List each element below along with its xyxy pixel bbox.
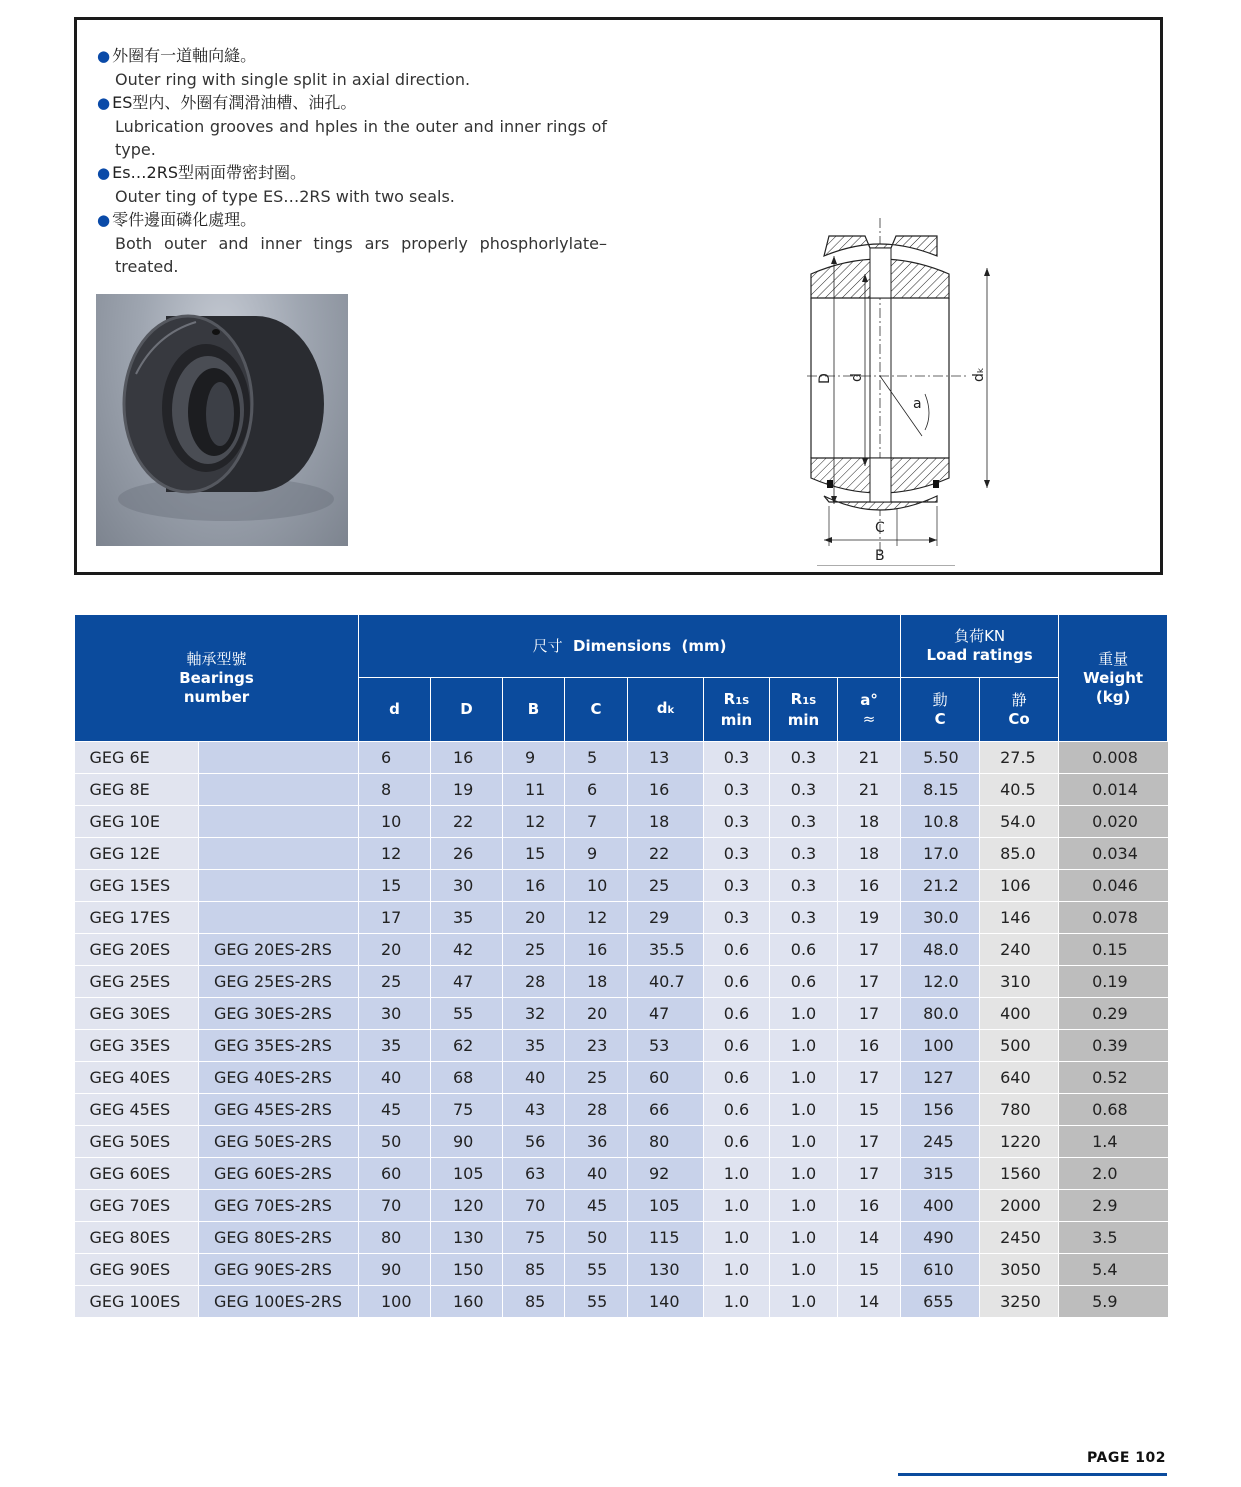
cell-dk: 22	[628, 838, 704, 870]
cell-B: 28	[503, 966, 565, 998]
cell-model: GEG 6E	[75, 742, 199, 774]
cell-dyn: 10.8	[901, 806, 980, 838]
note-zh: ● 零件邊面磷化處理。	[97, 210, 257, 229]
cell-a: 17	[838, 1126, 901, 1158]
cell-dyn: 100	[901, 1030, 980, 1062]
cell-C: 6	[565, 774, 628, 806]
cell-d: 10	[359, 806, 431, 838]
cell-model: GEG 8E	[75, 774, 199, 806]
cell-model2: GEG 30ES-2RS	[199, 998, 359, 1030]
cell-r2: 1.0	[770, 1158, 838, 1190]
cell-a: 15	[838, 1094, 901, 1126]
cell-model: GEG 45ES	[75, 1094, 199, 1126]
cell-r1: 0.6	[704, 1126, 770, 1158]
footer-divider	[898, 1473, 1167, 1476]
cell-B: 15	[503, 838, 565, 870]
cell-D: 42	[431, 934, 503, 966]
cell-d: 80	[359, 1222, 431, 1254]
cell-sta: 400	[980, 998, 1059, 1030]
cell-C: 50	[565, 1222, 628, 1254]
header-col-C: C	[565, 678, 628, 742]
cell-a: 17	[838, 1158, 901, 1190]
cell-dk: 60	[628, 1062, 704, 1094]
cell-r1: 0.6	[704, 998, 770, 1030]
cell-B: 25	[503, 934, 565, 966]
table-row	[75, 1094, 1168, 1126]
cell-D: 35	[431, 902, 503, 934]
cell-model2	[199, 838, 359, 870]
cell-B: 32	[503, 998, 565, 1030]
cell-model: GEG 15ES	[75, 870, 199, 902]
table-row	[75, 1254, 1168, 1286]
cell-C: 40	[565, 1158, 628, 1190]
cell-dyn: 17.0	[901, 838, 980, 870]
diagram-label-a: a	[913, 396, 922, 412]
product-info-panel	[74, 17, 1163, 575]
cell-D: 150	[431, 1254, 503, 1286]
cell-model2: GEG 40ES-2RS	[199, 1062, 359, 1094]
cell-D: 120	[431, 1190, 503, 1222]
cell-dk: 115	[628, 1222, 704, 1254]
cell-a: 14	[838, 1222, 901, 1254]
table-row	[75, 742, 1168, 774]
cell-model2	[199, 806, 359, 838]
cell-r2: 1.0	[770, 1254, 838, 1286]
cell-r2: 1.0	[770, 1222, 838, 1254]
cell-a: 16	[838, 870, 901, 902]
bullet-icon: ●	[97, 164, 111, 182]
cell-B: 56	[503, 1126, 565, 1158]
cell-model2: GEG 80ES-2RS	[199, 1222, 359, 1254]
cell-C: 36	[565, 1126, 628, 1158]
diagram-label-C: C	[875, 520, 885, 536]
cell-C: 23	[565, 1030, 628, 1062]
cell-r2: 1.0	[770, 1286, 838, 1318]
table-row	[75, 966, 1168, 998]
table-row	[75, 902, 1168, 934]
cell-sta: 85.0	[980, 838, 1059, 870]
table-row	[75, 1222, 1168, 1254]
cell-B: 85	[503, 1286, 565, 1318]
table-row	[75, 774, 1168, 806]
cell-dk: 80	[628, 1126, 704, 1158]
cell-B: 16	[503, 870, 565, 902]
cell-a: 18	[838, 838, 901, 870]
header-col-D: D	[431, 678, 503, 742]
cell-B: 9	[503, 742, 565, 774]
bearing-cross-section-diagram	[737, 216, 997, 566]
cell-dk: 40.7	[628, 966, 704, 998]
cell-a: 21	[838, 742, 901, 774]
cell-sta: 2000	[980, 1190, 1059, 1222]
cell-a: 16	[838, 1030, 901, 1062]
cell-dyn: 156	[901, 1094, 980, 1126]
cell-dyn: 610	[901, 1254, 980, 1286]
cell-D: 55	[431, 998, 503, 1030]
cell-dyn: 48.0	[901, 934, 980, 966]
cell-dk: 130	[628, 1254, 704, 1286]
cell-r1: 1.0	[704, 1190, 770, 1222]
cell-sta: 146	[980, 902, 1059, 934]
cell-sta: 40.5	[980, 774, 1059, 806]
cell-d: 40	[359, 1062, 431, 1094]
cell-d: 15	[359, 870, 431, 902]
cell-dyn: 655	[901, 1286, 980, 1318]
cell-dyn: 8.15	[901, 774, 980, 806]
cell-sta: 3250	[980, 1286, 1059, 1318]
cell-C: 12	[565, 902, 628, 934]
cell-B: 35	[503, 1030, 565, 1062]
cell-w: 1.4	[1059, 1126, 1168, 1158]
cell-dk: 105	[628, 1190, 704, 1222]
cell-sta: 780	[980, 1094, 1059, 1126]
cell-model: GEG 35ES	[75, 1030, 199, 1062]
cell-w: 2.0	[1059, 1158, 1168, 1190]
cell-model2: GEG 90ES-2RS	[199, 1254, 359, 1286]
cell-r2: 0.6	[770, 934, 838, 966]
cell-sta: 3050	[980, 1254, 1059, 1286]
cell-r1: 0.3	[704, 742, 770, 774]
cell-dk: 13	[628, 742, 704, 774]
feature-notes	[97, 44, 607, 278]
bullet-icon: ●	[97, 211, 111, 229]
header-col-a: a° ≈	[838, 678, 901, 742]
cell-D: 90	[431, 1126, 503, 1158]
cell-C: 28	[565, 1094, 628, 1126]
cell-model2: GEG 35ES-2RS	[199, 1030, 359, 1062]
cell-a: 17	[838, 966, 901, 998]
cell-d: 8	[359, 774, 431, 806]
note-en: Both outer and inner tings ars properly phosphorlylate–treated.	[115, 234, 607, 276]
cell-B: 63	[503, 1158, 565, 1190]
cell-dk: 16	[628, 774, 704, 806]
cell-model: GEG 12E	[75, 838, 199, 870]
cell-model2	[199, 742, 359, 774]
cell-a: 17	[838, 934, 901, 966]
cell-w: 5.9	[1059, 1286, 1168, 1318]
cell-a: 17	[838, 1062, 901, 1094]
cell-r1: 1.0	[704, 1158, 770, 1190]
cell-w: 0.15	[1059, 934, 1168, 966]
cell-model: GEG 17ES	[75, 902, 199, 934]
cell-dyn: 400	[901, 1190, 980, 1222]
cell-C: 5	[565, 742, 628, 774]
cell-D: 160	[431, 1286, 503, 1318]
table-row	[75, 838, 1168, 870]
header-weight: 重量 Weight (kg)	[1059, 615, 1168, 742]
header-col-B: B	[503, 678, 565, 742]
cell-model: GEG 25ES	[75, 966, 199, 998]
cell-d: 30	[359, 998, 431, 1030]
cell-model2: GEG 70ES-2RS	[199, 1190, 359, 1222]
cell-w: 0.014	[1059, 774, 1168, 806]
cell-a: 15	[838, 1254, 901, 1286]
cell-r2: 1.0	[770, 1030, 838, 1062]
cell-r2: 0.6	[770, 966, 838, 998]
diagram-label-B: B	[875, 548, 885, 564]
cell-C: 10	[565, 870, 628, 902]
cell-d: 6	[359, 742, 431, 774]
bullet-icon: ●	[97, 94, 111, 112]
cell-dk: 47	[628, 998, 704, 1030]
header-col-r1s: R1S min	[704, 678, 770, 742]
cell-B: 11	[503, 774, 565, 806]
page-number: PAGE 102	[1087, 1450, 1166, 1466]
table-row	[75, 1190, 1168, 1222]
cell-r1: 0.6	[704, 1030, 770, 1062]
cell-model: GEG 50ES	[75, 1126, 199, 1158]
cell-sta: 1560	[980, 1158, 1059, 1190]
table-row	[75, 934, 1168, 966]
cell-r1: 0.6	[704, 1094, 770, 1126]
header-bearings-number: 軸承型號 Bearings number	[75, 615, 359, 742]
cell-r2: 0.3	[770, 902, 838, 934]
cell-model: GEG 90ES	[75, 1254, 199, 1286]
cell-sta: 240	[980, 934, 1059, 966]
cell-r2: 0.3	[770, 838, 838, 870]
cell-dk: 92	[628, 1158, 704, 1190]
cell-r1: 0.6	[704, 1062, 770, 1094]
table-row	[75, 870, 1168, 902]
table-body	[75, 742, 1168, 1318]
cell-C: 55	[565, 1254, 628, 1286]
note-zh: ● 外圈有一道軸向縫。	[97, 46, 257, 65]
cell-sta: 500	[980, 1030, 1059, 1062]
cell-d: 25	[359, 966, 431, 998]
cell-C: 20	[565, 998, 628, 1030]
cell-dk: 53	[628, 1030, 704, 1062]
table-row	[75, 1062, 1168, 1094]
cell-dk: 29	[628, 902, 704, 934]
cell-w: 0.020	[1059, 806, 1168, 838]
cell-C: 18	[565, 966, 628, 998]
cell-dyn: 127	[901, 1062, 980, 1094]
cell-d: 70	[359, 1190, 431, 1222]
header-col-dynamic: 動 C	[901, 678, 980, 742]
cell-C: 55	[565, 1286, 628, 1318]
cell-r2: 0.3	[770, 742, 838, 774]
cell-B: 40	[503, 1062, 565, 1094]
cell-D: 68	[431, 1062, 503, 1094]
cell-r1: 0.3	[704, 806, 770, 838]
table-row	[75, 1158, 1168, 1190]
cell-r2: 0.3	[770, 870, 838, 902]
cell-model: GEG 60ES	[75, 1158, 199, 1190]
cell-w: 0.046	[1059, 870, 1168, 902]
table-row	[75, 806, 1168, 838]
cell-D: 30	[431, 870, 503, 902]
cell-a: 16	[838, 1190, 901, 1222]
cell-model: GEG 10E	[75, 806, 199, 838]
cell-model: GEG 70ES	[75, 1190, 199, 1222]
cell-dyn: 12.0	[901, 966, 980, 998]
header-col-dk: dk	[628, 678, 704, 742]
cell-d: 20	[359, 934, 431, 966]
cell-dyn: 245	[901, 1126, 980, 1158]
cell-a: 14	[838, 1286, 901, 1318]
cell-sta: 640	[980, 1062, 1059, 1094]
cell-dyn: 315	[901, 1158, 980, 1190]
cell-w: 0.078	[1059, 902, 1168, 934]
cell-r1: 1.0	[704, 1222, 770, 1254]
cell-d: 50	[359, 1126, 431, 1158]
cell-dk: 140	[628, 1286, 704, 1318]
cell-a: 21	[838, 774, 901, 806]
cell-dyn: 490	[901, 1222, 980, 1254]
cell-dk: 35.5	[628, 934, 704, 966]
cell-model: GEG 20ES	[75, 934, 199, 966]
cell-w: 0.008	[1059, 742, 1168, 774]
cell-model2: GEG 60ES-2RS	[199, 1158, 359, 1190]
note-zh: ● ES型内、外圈有潤滑油槽、油孔。	[97, 93, 357, 112]
cell-r2: 1.0	[770, 998, 838, 1030]
cell-d: 12	[359, 838, 431, 870]
cell-model: GEG 30ES	[75, 998, 199, 1030]
header-col-static: 静 Co	[980, 678, 1059, 742]
note-en: Outer ting of type ES…2RS with two seals.	[115, 187, 455, 206]
cell-r1: 0.3	[704, 838, 770, 870]
header-load-ratings: 負荷KN Load ratings	[901, 615, 1059, 678]
cell-d: 60	[359, 1158, 431, 1190]
cell-a: 19	[838, 902, 901, 934]
cell-B: 85	[503, 1254, 565, 1286]
cell-D: 105	[431, 1158, 503, 1190]
cell-w: 0.034	[1059, 838, 1168, 870]
cell-sta: 106	[980, 870, 1059, 902]
cell-w: 0.19	[1059, 966, 1168, 998]
diagram-label-D: D	[817, 373, 833, 384]
cell-model2: GEG 50ES-2RS	[199, 1126, 359, 1158]
table-row	[75, 1126, 1168, 1158]
cell-r1: 0.6	[704, 934, 770, 966]
cell-r1: 0.6	[704, 966, 770, 998]
cell-B: 12	[503, 806, 565, 838]
cell-model2: GEG 45ES-2RS	[199, 1094, 359, 1126]
note-zh: ● Es…2RS型兩面帶密封圈。	[97, 163, 306, 182]
cell-sta: 54.0	[980, 806, 1059, 838]
cell-B: 70	[503, 1190, 565, 1222]
cell-dyn: 80.0	[901, 998, 980, 1030]
cell-r2: 0.3	[770, 774, 838, 806]
cell-dk: 25	[628, 870, 704, 902]
cell-d: 90	[359, 1254, 431, 1286]
cell-C: 7	[565, 806, 628, 838]
cell-D: 75	[431, 1094, 503, 1126]
cell-r2: 0.3	[770, 806, 838, 838]
cell-model2	[199, 902, 359, 934]
cell-B: 20	[503, 902, 565, 934]
cell-model: GEG 40ES	[75, 1062, 199, 1094]
cell-r2: 1.0	[770, 1062, 838, 1094]
cell-d: 100	[359, 1286, 431, 1318]
note-en: Outer ring with single split in axial direction.	[115, 70, 471, 89]
cell-D: 62	[431, 1030, 503, 1062]
header-col-d: d	[359, 678, 431, 742]
cell-B: 43	[503, 1094, 565, 1126]
cell-C: 25	[565, 1062, 628, 1094]
cell-d: 35	[359, 1030, 431, 1062]
cell-model2	[199, 870, 359, 902]
cell-w: 0.52	[1059, 1062, 1168, 1094]
cell-C: 45	[565, 1190, 628, 1222]
cell-a: 18	[838, 806, 901, 838]
cell-model2	[199, 774, 359, 806]
cell-sta: 310	[980, 966, 1059, 998]
cell-r1: 1.0	[704, 1286, 770, 1318]
cell-dyn: 30.0	[901, 902, 980, 934]
cell-r1: 0.3	[704, 774, 770, 806]
cell-w: 0.39	[1059, 1030, 1168, 1062]
cell-r2: 1.0	[770, 1190, 838, 1222]
cell-sta: 2450	[980, 1222, 1059, 1254]
cell-D: 47	[431, 966, 503, 998]
cell-dk: 66	[628, 1094, 704, 1126]
cell-w: 2.9	[1059, 1190, 1168, 1222]
cell-r1: 0.3	[704, 902, 770, 934]
table-row	[75, 998, 1168, 1030]
cell-D: 26	[431, 838, 503, 870]
cell-w: 0.68	[1059, 1094, 1168, 1126]
cell-C: 16	[565, 934, 628, 966]
cell-D: 22	[431, 806, 503, 838]
cell-D: 130	[431, 1222, 503, 1254]
bullet-icon: ●	[97, 47, 111, 65]
cell-model2: GEG 20ES-2RS	[199, 934, 359, 966]
bearing-spec-table	[74, 614, 1168, 1318]
header-dimensions: 尺寸 Dimensions (mm)	[359, 615, 901, 678]
cell-r1: 0.3	[704, 870, 770, 902]
cell-D: 19	[431, 774, 503, 806]
cell-d: 45	[359, 1094, 431, 1126]
cell-w: 3.5	[1059, 1222, 1168, 1254]
cell-w: 0.29	[1059, 998, 1168, 1030]
cell-B: 75	[503, 1222, 565, 1254]
bearing-photo	[96, 294, 348, 546]
table-row	[75, 1286, 1168, 1318]
cell-a: 17	[838, 998, 901, 1030]
cell-model2: GEG 100ES-2RS	[199, 1286, 359, 1318]
cell-dyn: 21.2	[901, 870, 980, 902]
note-en: Lubrication grooves and hples in the outer and inner rings of type.	[115, 117, 607, 159]
cell-r2: 1.0	[770, 1126, 838, 1158]
cell-w: 5.4	[1059, 1254, 1168, 1286]
cell-model: GEG 80ES	[75, 1222, 199, 1254]
cell-r1: 1.0	[704, 1254, 770, 1286]
cell-D: 16	[431, 742, 503, 774]
header-col-r1s-2: R1S min	[770, 678, 838, 742]
cell-model: GEG 100ES	[75, 1286, 199, 1318]
cell-d: 17	[359, 902, 431, 934]
cell-r2: 1.0	[770, 1094, 838, 1126]
cell-sta: 1220	[980, 1126, 1059, 1158]
cell-C: 9	[565, 838, 628, 870]
cell-dk: 18	[628, 806, 704, 838]
diagram-label-d: d	[849, 373, 865, 382]
cell-model2: GEG 25ES-2RS	[199, 966, 359, 998]
cell-sta: 27.5	[980, 742, 1059, 774]
table-row	[75, 1030, 1168, 1062]
bearing-image	[96, 294, 348, 546]
diagram-label-dk: dₖ	[971, 367, 987, 382]
cell-dyn: 5.50	[901, 742, 980, 774]
